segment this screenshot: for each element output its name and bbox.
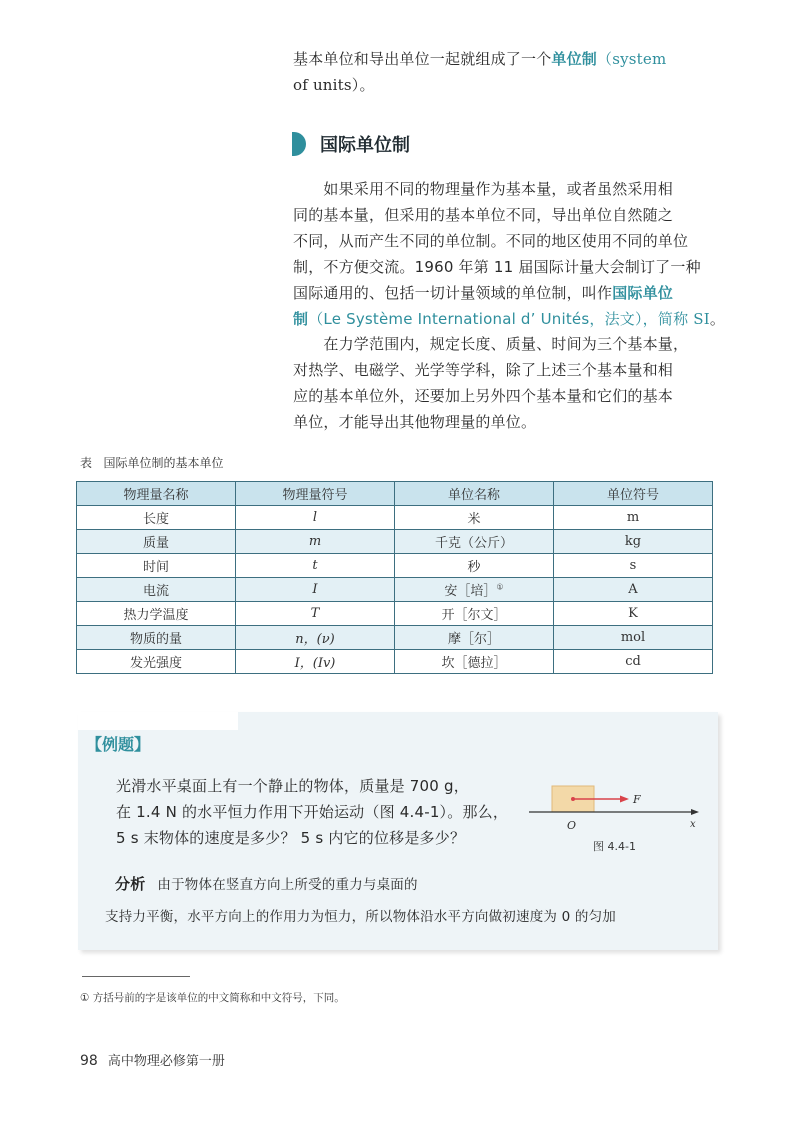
table-caption-label: 表 [80,456,93,470]
page-number: 98 [80,1053,98,1069]
unit-symbol: A [554,578,713,602]
unit-name: 千克（公斤） [395,530,554,554]
paragraph-line: 同的基本量，但采用的基本单位不同，导出单位自然随之 [293,206,674,224]
column-header: 单位名称 [395,482,554,506]
table-row [77,602,713,626]
paragraph-text: 国际通用的、包括一切计量领域的单位制，叫作 [293,284,613,302]
x-axis-arrowhead [691,809,699,815]
figure-caption: 图 4.4-1 [593,840,636,853]
quantity-symbol: l [236,506,395,530]
intro-line-1 [293,46,723,72]
quantity-name: 长度 [77,506,236,530]
term-french: （Le Système International d’ Unités，法文），简称 [308,310,694,328]
si-base-units-table [76,481,713,674]
unit-symbol: K [554,602,713,626]
term-si: 国际单位 [612,284,674,302]
footnote [80,990,345,1005]
origin-label: O [567,819,577,832]
quantity-symbol: m [236,530,395,554]
footnote-divider [82,976,190,977]
paragraph-line: 制，不方便交流。1960 年第 11 届国际计量大会制订了一种 [293,258,701,276]
column-header: 物理量符号 [236,482,395,506]
table-row [77,554,713,578]
paragraph-line: 不同，从而产生不同的单位制。不同的地区使用不同的单位 [293,232,689,250]
example-problem [116,773,509,851]
term-si-end: 制 [293,310,309,328]
unit-name [395,578,554,602]
intro-line-2: of units）。 [293,76,375,94]
table-caption [80,454,223,471]
unit-symbol: kg [554,530,713,554]
unit-name: 坎［德拉］ [395,650,554,674]
book-title: 高中物理必修第一册 [107,1054,225,1069]
example-tag: 【例题】 [86,735,151,754]
unit-name: 秒 [395,554,554,578]
term-english: （system [597,50,667,68]
table-row [77,506,713,530]
paragraph-line: 单位，才能导出其他物理量的单位。 [293,413,537,431]
intro-paragraph [293,46,723,98]
paragraph-line [293,306,726,332]
section-title: 国际单位制 [320,135,410,156]
paragraph-line: 对热学、电磁学、光学等学科，除了上述三个基本量和相 [293,361,674,379]
example-box-corner [78,712,238,730]
analysis-text: 由于物体在竖直方向上所受的重力与桌面的 [157,877,418,893]
unit-symbol: m [554,506,713,530]
unit-name: 开［尔文］ [395,602,554,626]
footnote-marker: ① [496,582,504,592]
quantity-name: 质量 [77,530,236,554]
intro-text: 基本单位和导出单位一起就组成了一个 [293,50,552,68]
paragraph-line: 在力学范围内，规定长度、质量、时间为三个基本量， [293,335,689,353]
quantity-symbol: I [236,578,395,602]
analysis-line [115,868,715,901]
analysis-label: 分析 [115,875,146,893]
quantity-name: 物质的量 [77,626,236,650]
table-row [77,650,713,674]
term-si-abbr: SI [693,310,710,328]
footnote-text: 方括号前的字是该单位的中文简称和中文符号，下同。 [92,992,345,1004]
column-header: 物理量名称 [77,482,236,506]
unit-symbol: s [554,554,713,578]
term-unit-system: 单位制 [551,50,598,68]
unit-symbol: cd [554,650,713,674]
paragraph-line [293,280,723,306]
paragraph-line: 如果采用不同的物理量作为基本量，或者虽然采用相 [293,180,674,198]
figure-block-on-table [527,782,707,838]
paragraph-si-definition [293,176,726,332]
example-analysis [105,868,715,933]
unit-name: 摩［尔］ [395,626,554,650]
quantity-name: 电流 [77,578,236,602]
analysis-line: 支持力平衡，水平方向上的作用力为恒力，所以物体沿水平方向做初速度为 0 的匀加 [105,909,616,925]
page-footer [80,1050,225,1069]
example-line: 光滑水平桌面上有一个静止的物体，质量是 700 g， [116,777,469,795]
table-row [77,530,713,554]
table-caption-text: 国际单位制的基本单位 [103,456,224,470]
paragraph-base-quantities [293,331,723,435]
unit-name-text: 安［培］ [444,584,497,599]
section-marker-icon [292,132,306,156]
force-arrow-head [620,796,629,803]
column-header: 单位符号 [554,482,713,506]
quantity-name: 发光强度 [77,650,236,674]
quantity-name: 时间 [77,554,236,578]
x-axis-label: x [690,819,696,830]
example-line: 5 s 末物体的速度是多少？ 5 s 内它的位移是多少？ [116,829,466,847]
unit-name: 米 [395,506,554,530]
footnote-marker: ① [80,992,90,1004]
table-row [77,578,713,602]
table-header-row [77,482,713,506]
quantity-symbol: T [236,602,395,626]
quantity-symbol: t [236,554,395,578]
unit-symbol: mol [554,626,713,650]
quantity-symbol: I，(Iv) [236,650,395,674]
example-line: 在 1.4 N 的水平恒力作用下开始运动（图 4.4-1）。那么， [116,803,509,821]
quantity-symbol: n，(ν) [236,626,395,650]
quantity-name: 热力学温度 [77,602,236,626]
paragraph-line: 应的基本单位外，还要加上另外四个基本量和它们的基本 [293,387,674,405]
paragraph-text: 。 [709,310,726,328]
table-row [77,626,713,650]
force-label: F [633,793,641,806]
